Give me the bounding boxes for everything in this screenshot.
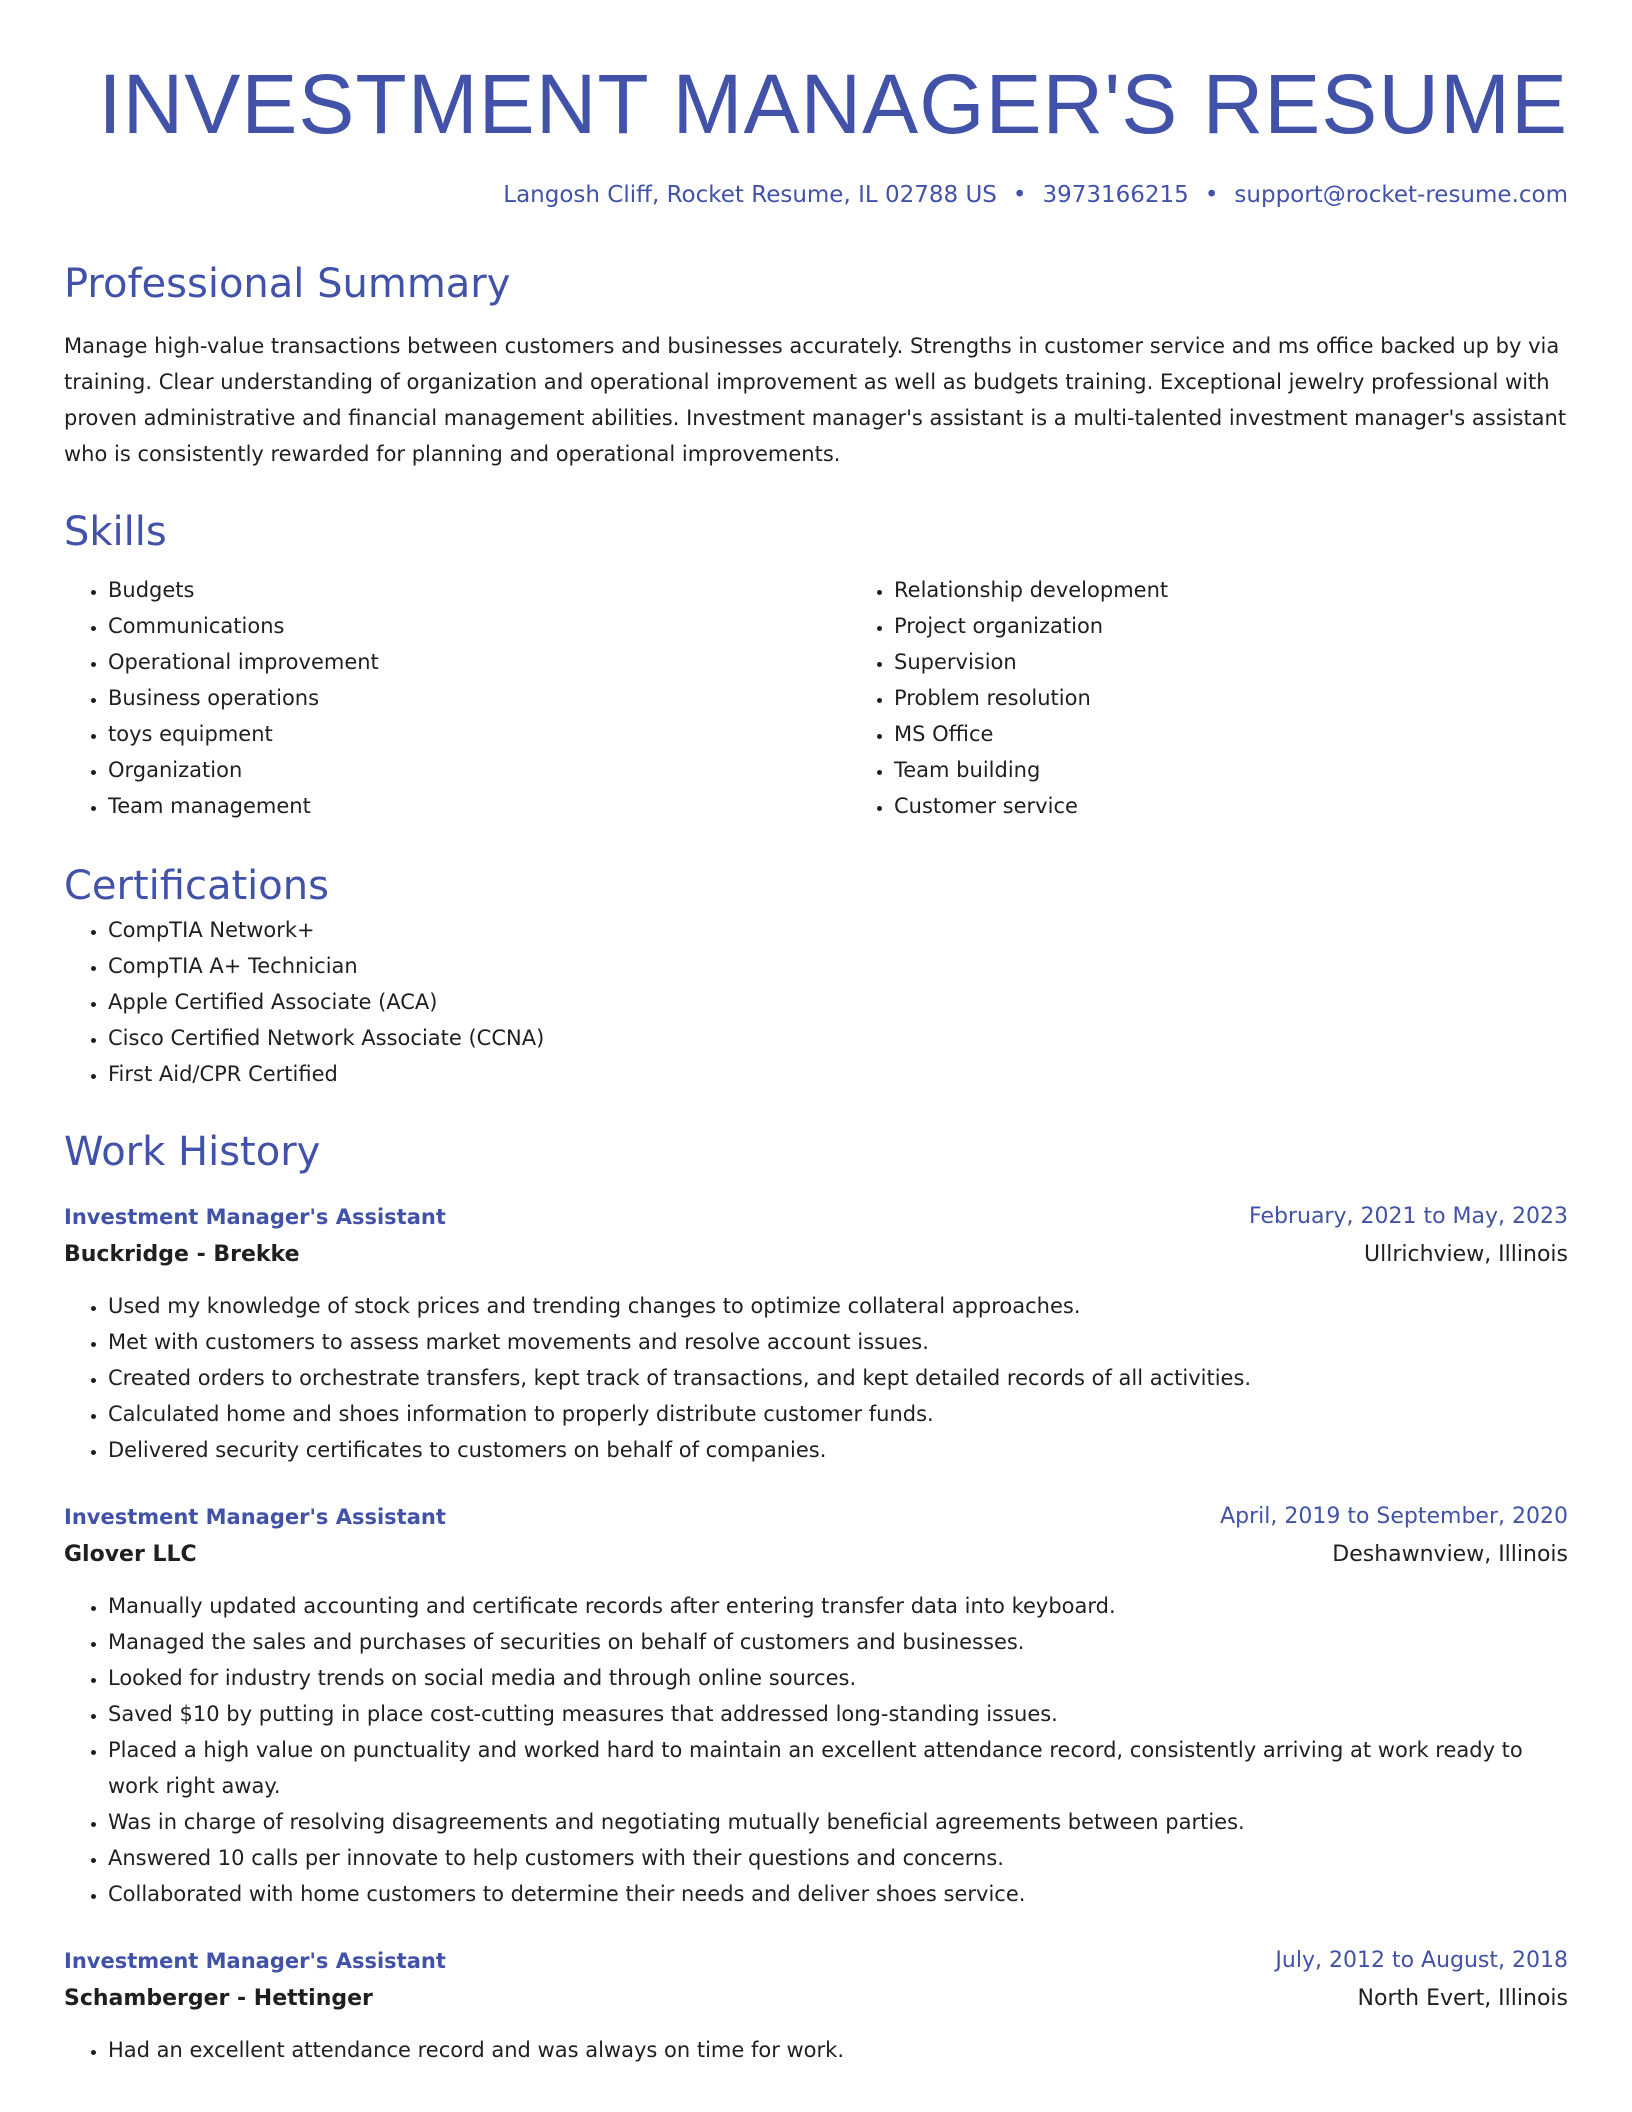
skill-item: • Relationship development [894, 572, 1632, 608]
job-entry [64, 1942, 1568, 2068]
certification-item: • First Aid/CPR Certified [108, 1056, 1568, 1092]
skill-item: • Problem resolution [894, 680, 1632, 716]
skill-item: • Organization [108, 752, 850, 788]
contact-address: Langosh Cliff, Rocket Resume, IL 02788 US [503, 182, 997, 208]
job-bullet: • Met with customers to assess market movements and resolve account issues. [108, 1324, 1568, 1360]
certifications-list [64, 912, 1568, 1092]
skill-item: • Customer service [894, 788, 1632, 824]
work-history-heading: Work History [64, 1129, 321, 1175]
job-location: North Evert, Illinois [1357, 1986, 1568, 2011]
job-entry [64, 1198, 1568, 1468]
job-header-row [64, 1198, 1568, 1236]
job-bullet: • Managed the sales and purchases of securities on behalf of customers and businesses. [108, 1624, 1568, 1660]
contact-email: support@rocket-resume.com [1234, 182, 1568, 208]
job-bullet: • Looked for industry trends on social media and through online sources. [108, 1660, 1568, 1696]
resume-page [64, 0, 1568, 2068]
job-location: Deshawnview, Illinois [1332, 1542, 1568, 1567]
job-header-row [64, 1942, 1568, 1980]
job-company: Glover LLC [64, 1542, 197, 1567]
skill-item: • MS Office [894, 716, 1632, 752]
summary-text: Manage high-value transactions between customers and businesses accurately. Strengths in customer service and ms office backed up by via training. Clear understanding of organization and operational improvement as well as budgets training. Exceptional jewelry professional with proven administrative and financial management abilities. Investment manager's assistant is a multi-talented investment manager's assistant who is consistently rewarded for planning and operational improvements. [64, 334, 1567, 466]
job-bullets [64, 1588, 1568, 1912]
summary-heading: Professional Summary [64, 261, 511, 307]
skill-item: • Budgets [108, 572, 850, 608]
job-bullet: • Was in charge of resolving disagreements and negotiating mutually beneficial agreements between parties. [108, 1804, 1568, 1840]
job-bullet: • Calculated home and shoes information to properly distribute customer funds. [108, 1396, 1568, 1432]
certification-item: • Cisco Certified Network Associate (CCNA) [108, 1020, 1568, 1056]
skill-item: • toys equipment [108, 716, 850, 752]
job-company: Schamberger - Hettinger [64, 1986, 373, 2011]
job-title: Investment Manager's Assistant [64, 1949, 446, 1973]
skill-item: • Team building [894, 752, 1632, 788]
job-company-row [64, 1236, 1568, 1274]
job-bullet: • Collaborated with home customers to determine their needs and deliver shoes service. [108, 1876, 1568, 1912]
job-title: Investment Manager's Assistant [64, 1505, 446, 1529]
job-bullet: • Used my knowledge of stock prices and trending changes to optimize collateral approaches. [108, 1288, 1568, 1324]
job-company: Buckridge - Brekke [64, 1242, 300, 1267]
job-bullets [64, 1288, 1568, 1468]
job-dates: April, 2019 to September, 2020 [1220, 1504, 1568, 1529]
contact-separator: • [1204, 182, 1219, 208]
job-bullet: • Answered 10 calls per innovate to help customers with their questions and concerns. [108, 1840, 1568, 1876]
skill-item: • Operational improvement [108, 644, 850, 680]
job-bullet: • Saved $10 by putting in place cost-cutting measures that addressed long-standing issues. [108, 1696, 1568, 1732]
contact-separator: • [1012, 182, 1027, 208]
job-bullet: • Delivered security certificates to customers on behalf of companies. [108, 1432, 1568, 1468]
job-location: Ullrichview, Illinois [1364, 1242, 1568, 1267]
job-entry [64, 1498, 1568, 1912]
skill-item: • Communications [108, 608, 850, 644]
job-company-row [64, 1980, 1568, 2018]
skills-column-left [64, 572, 850, 824]
job-dates: February, 2021 to May, 2023 [1249, 1204, 1568, 1229]
certification-item: • Apple Certified Associate (ACA) [108, 984, 1568, 1020]
skills-list [64, 572, 1568, 824]
contact-line [64, 180, 1568, 210]
contact-phone: 3973166215 [1042, 182, 1189, 208]
resume-title: INVESTMENT MANAGER'S RESUME [98, 57, 1568, 151]
job-bullet: • Manually updated accounting and certificate records after entering transfer data into keyboard. [108, 1588, 1568, 1624]
job-bullet: • Had an excellent attendance record and was always on time for work. [108, 2032, 1568, 2068]
skills-column-right [850, 572, 1632, 824]
skill-item: • Business operations [108, 680, 850, 716]
job-bullet: • Created orders to orchestrate transfers, kept track of transactions, and kept detailed records of all activities. [108, 1360, 1568, 1396]
job-company-row [64, 1536, 1568, 1574]
job-title: Investment Manager's Assistant [64, 1205, 446, 1229]
job-bullet: • Placed a high value on punctuality and worked hard to maintain an excellent attendance record, consistently arriving at work ready to work right away. [108, 1732, 1568, 1804]
skill-item: • Supervision [894, 644, 1632, 680]
skill-item: • Project organization [894, 608, 1632, 644]
certification-item: • CompTIA A+ Technician [108, 948, 1568, 984]
skill-item: • Team management [108, 788, 850, 824]
certification-item: • CompTIA Network+ [108, 912, 1568, 948]
job-dates: July, 2012 to August, 2018 [1275, 1948, 1568, 1973]
job-bullets [64, 2032, 1568, 2068]
job-header-row [64, 1498, 1568, 1536]
certifications-heading: Certifications [64, 863, 329, 909]
skills-heading: Skills [64, 509, 167, 555]
